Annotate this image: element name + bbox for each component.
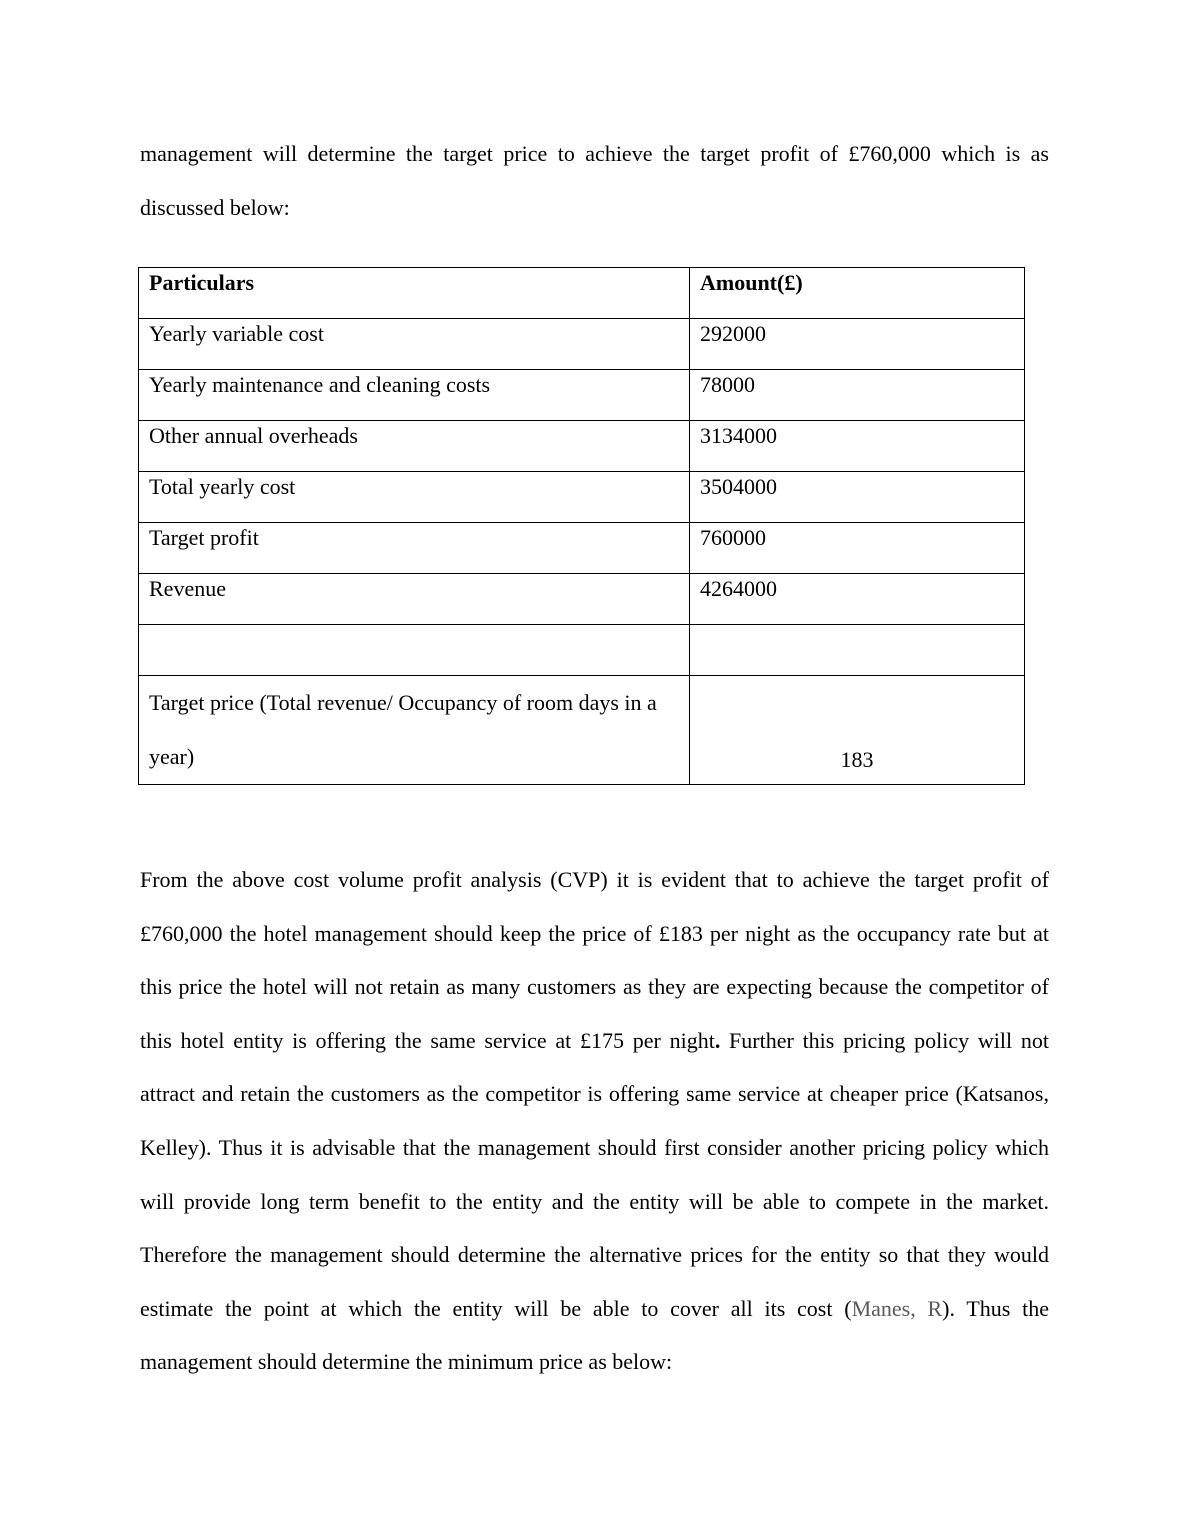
table-row-target-price [139, 676, 1025, 785]
analysis-paragraph [140, 853, 1049, 1389]
header-particulars: Particulars [139, 268, 690, 319]
row-particular: Target profit [139, 523, 690, 574]
row-amount: 4264000 [690, 574, 1025, 625]
row-amount: 78000 [690, 370, 1025, 421]
analysis-sentence-dot: . [714, 1027, 721, 1053]
table-row [139, 319, 1025, 370]
row-particular: Total yearly cost [139, 472, 690, 523]
row-particular: Other annual overheads [139, 421, 690, 472]
row-amount: 292000 [690, 319, 1025, 370]
table-row [139, 421, 1025, 472]
cost-table [138, 267, 1025, 785]
table-row [139, 523, 1025, 574]
row-amount: 3504000 [690, 472, 1025, 523]
row-particular: Yearly variable cost [139, 319, 690, 370]
row-particular [139, 625, 690, 676]
table-header-row [139, 268, 1025, 319]
analysis-text-part3: ). Thus the management should determine the minimum price as below: [140, 1295, 1049, 1375]
analysis-text-part2: Further this pricing policy will not attract and retain the customers as the competitor is offering same service at cheaper price (Katsanos, Kelley). Thus it is advisable that the management should first consider another pricing policy which will provide long term benefit to the entity and the entity will be able to compete in the market. Therefore the management should determine the alternative prices for the entity so that they would estimate the point at which the entity will be able to cover all its cost ( [140, 1027, 1049, 1321]
table-row [139, 370, 1025, 421]
citation-manes: Manes, R [851, 1295, 943, 1321]
row-particular: Revenue [139, 574, 690, 625]
table-row [139, 472, 1025, 523]
header-amount: Amount(£) [690, 268, 1025, 319]
table-row-empty [139, 625, 1025, 676]
row-amount: 760000 [690, 523, 1025, 574]
row-particular: Yearly maintenance and cleaning costs [139, 370, 690, 421]
row-amount: 3134000 [690, 421, 1025, 472]
table-row [139, 574, 1025, 625]
target-price-value: 183 [690, 676, 1025, 785]
row-amount [690, 625, 1025, 676]
analysis-text-part1: From the above cost volume profit analysis (CVP) it is evident that to achieve the target profit of £760,000 the hotel management should keep the price of £183 per night as the occupancy rate but at this price the hotel will not retain as many customers as they are expecting because the competitor of this hotel entity is offering the same service at £175 per night [140, 867, 1049, 1053]
target-price-label: Target price (Total revenue/ Occupancy of room days in a year) [139, 676, 690, 785]
intro-paragraph: management will determine the target price to achieve the target profit of £760,000 which is as discussed below: [140, 141, 1049, 220]
